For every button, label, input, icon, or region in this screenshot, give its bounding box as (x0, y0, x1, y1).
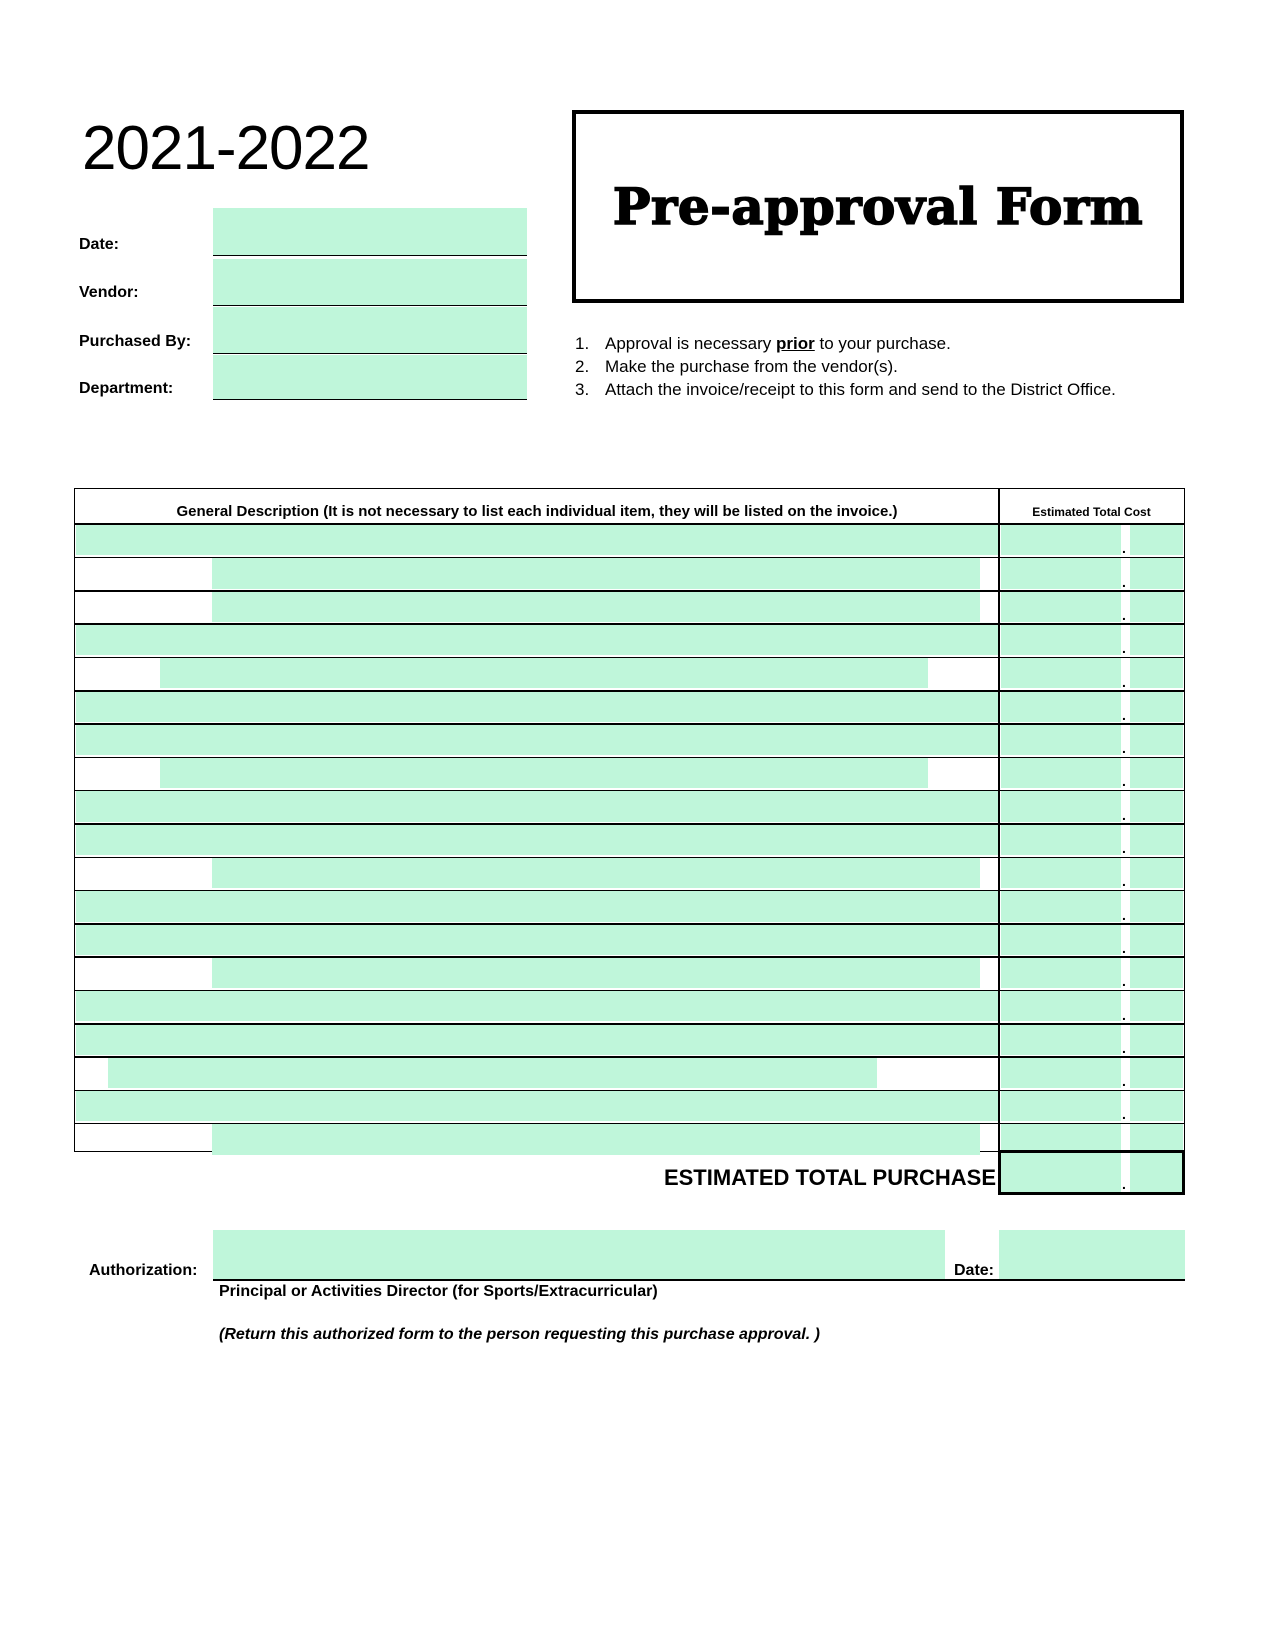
row-cost-dollars-field[interactable] (1001, 725, 1121, 755)
instruction-item: 3. Attach the invoice/receipt to this form and send to the District Office. (575, 380, 1116, 399)
title-box (572, 110, 1184, 303)
department-label: Department: (79, 380, 174, 397)
row-cost-dollars-field[interactable] (1001, 758, 1121, 788)
total-decimal-point: . (1122, 1176, 1126, 1192)
row-cost-dollars-field[interactable] (1001, 991, 1121, 1021)
row-description-field[interactable] (76, 925, 998, 955)
row-cost-cents-field[interactable] (1130, 1058, 1183, 1088)
row-cost-cents-field[interactable] (1130, 525, 1183, 555)
row-cost-cents-field[interactable] (1130, 925, 1183, 955)
row-decimal-point: . (1122, 740, 1126, 757)
row-description-field[interactable] (76, 1025, 998, 1055)
row-description-field[interactable] (76, 1091, 998, 1121)
row-description-field[interactable] (76, 825, 998, 855)
authorization-date-label: Date: (954, 1262, 995, 1279)
row-cost-dollars-field[interactable] (1001, 1025, 1121, 1055)
row-decimal-point: . (1122, 1039, 1126, 1056)
authorization-signature-field[interactable] (213, 1230, 945, 1279)
purchased-by-field[interactable] (213, 307, 527, 354)
school-year: 2021-2022 (82, 114, 370, 183)
row-description-field[interactable] (160, 758, 928, 788)
row-cost-cents-field[interactable] (1130, 991, 1183, 1021)
row-cost-dollars-field[interactable] (1001, 925, 1121, 955)
row-cost-cents-field[interactable] (1130, 658, 1183, 688)
row-decimal-point: . (1122, 1139, 1126, 1156)
row-description-field[interactable] (212, 858, 980, 888)
vendor-field[interactable] (213, 259, 527, 306)
row-cost-cents-field[interactable] (1130, 1025, 1183, 1055)
description-header: General Description (It is not necessary to list each individual item, they will be listed on the invoice.) (176, 503, 898, 520)
row-decimal-point: . (1122, 673, 1126, 690)
row-description-field[interactable] (76, 791, 998, 821)
total-label: ESTIMATED TOTAL PURCHASE (663, 1165, 996, 1190)
row-decimal-point: . (1122, 540, 1126, 557)
row-description-field[interactable] (76, 991, 998, 1021)
row-decimal-point: . (1122, 939, 1126, 956)
row-cost-dollars-field[interactable] (1001, 692, 1121, 722)
row-decimal-point: . (1122, 706, 1126, 723)
row-cost-cents-field[interactable] (1130, 592, 1183, 622)
row-cost-dollars-field[interactable] (1001, 625, 1121, 655)
table-column-divider (998, 488, 1000, 1152)
row-cost-dollars-field[interactable] (1001, 1091, 1121, 1121)
department-field[interactable] (213, 355, 527, 400)
cost-header: Estimated Total Cost (1032, 505, 1151, 519)
row-description-field[interactable] (76, 525, 998, 555)
row-description-field[interactable] (160, 658, 928, 688)
total-box (998, 1150, 1185, 1195)
row-cost-dollars-field[interactable] (1001, 858, 1121, 888)
row-decimal-point: . (1122, 806, 1126, 823)
row-decimal-point: . (1122, 606, 1126, 623)
row-decimal-point: . (1122, 973, 1126, 990)
row-cost-dollars-field[interactable] (1001, 958, 1121, 988)
instruction-item: 1. Approval is necessary prior to your purchase. (575, 334, 951, 353)
row-cost-cents-field[interactable] (1130, 958, 1183, 988)
row-decimal-point: . (1122, 1073, 1126, 1090)
row-cost-cents-field[interactable] (1130, 692, 1183, 722)
row-cost-cents-field[interactable] (1130, 858, 1183, 888)
row-description-field[interactable] (108, 1058, 877, 1088)
row-decimal-point: . (1122, 873, 1126, 890)
row-cost-cents-field[interactable] (1130, 725, 1183, 755)
row-cost-dollars-field[interactable] (1001, 558, 1121, 588)
prior-emphasis: prior (776, 334, 815, 353)
row-description-field[interactable] (212, 592, 980, 622)
row-description-field[interactable] (212, 1124, 980, 1154)
row-cost-dollars-field[interactable] (1001, 658, 1121, 688)
row-decimal-point: . (1122, 840, 1126, 856)
authorization-label: Authorization: (89, 1262, 198, 1279)
row-cost-cents-field[interactable] (1130, 558, 1183, 588)
row-description-field[interactable] (212, 558, 980, 588)
row-cost-dollars-field[interactable] (1001, 1058, 1121, 1088)
row-decimal-point: . (1122, 773, 1126, 790)
row-cost-cents-field[interactable] (1130, 625, 1183, 655)
row-description-field[interactable] (76, 725, 998, 755)
row-description-field[interactable] (76, 692, 998, 722)
row-description-field[interactable] (76, 625, 998, 655)
row-decimal-point: . (1122, 906, 1126, 923)
row-decimal-point: . (1122, 640, 1126, 657)
authorization-line (213, 1279, 1185, 1281)
authorization-date-field[interactable] (999, 1230, 1185, 1279)
row-cost-dollars-field[interactable] (1001, 791, 1121, 821)
row-decimal-point: . (1122, 1006, 1126, 1023)
row-cost-dollars-field[interactable] (1001, 592, 1121, 622)
row-decimal-point: . (1122, 573, 1126, 590)
date-label: Date: (79, 236, 120, 253)
row-cost-cents-field[interactable] (1130, 891, 1183, 921)
row-cost-cents-field[interactable] (1130, 758, 1183, 788)
vendor-label: Vendor: (79, 284, 139, 301)
row-cost-cents-field[interactable] (1130, 1091, 1183, 1121)
signer-caption: Principal or Activities Director (for Sports/Extracurricular) (219, 1283, 658, 1300)
row-cost-cents-field[interactable] (1130, 791, 1183, 821)
row-decimal-point: . (1122, 1106, 1126, 1123)
instruction-item: 2. Make the purchase from the vendor(s). (575, 357, 898, 376)
form-title: Pre-approval Form (612, 177, 1144, 236)
row-description-field[interactable] (76, 891, 998, 921)
row-cost-dollars-field[interactable] (1001, 891, 1121, 921)
row-cost-dollars-field[interactable] (1001, 825, 1121, 855)
purchased-by-label: Purchased By: (79, 333, 192, 350)
row-cost-dollars-field[interactable] (1001, 525, 1121, 555)
instructions-list (575, 332, 1116, 401)
return-note: (Return this authorized form to the person requesting this purchase approval. ) (219, 1326, 820, 1343)
row-description-field[interactable] (212, 958, 980, 988)
date-field[interactable] (213, 208, 527, 256)
row-cost-cents-field[interactable] (1130, 825, 1183, 855)
